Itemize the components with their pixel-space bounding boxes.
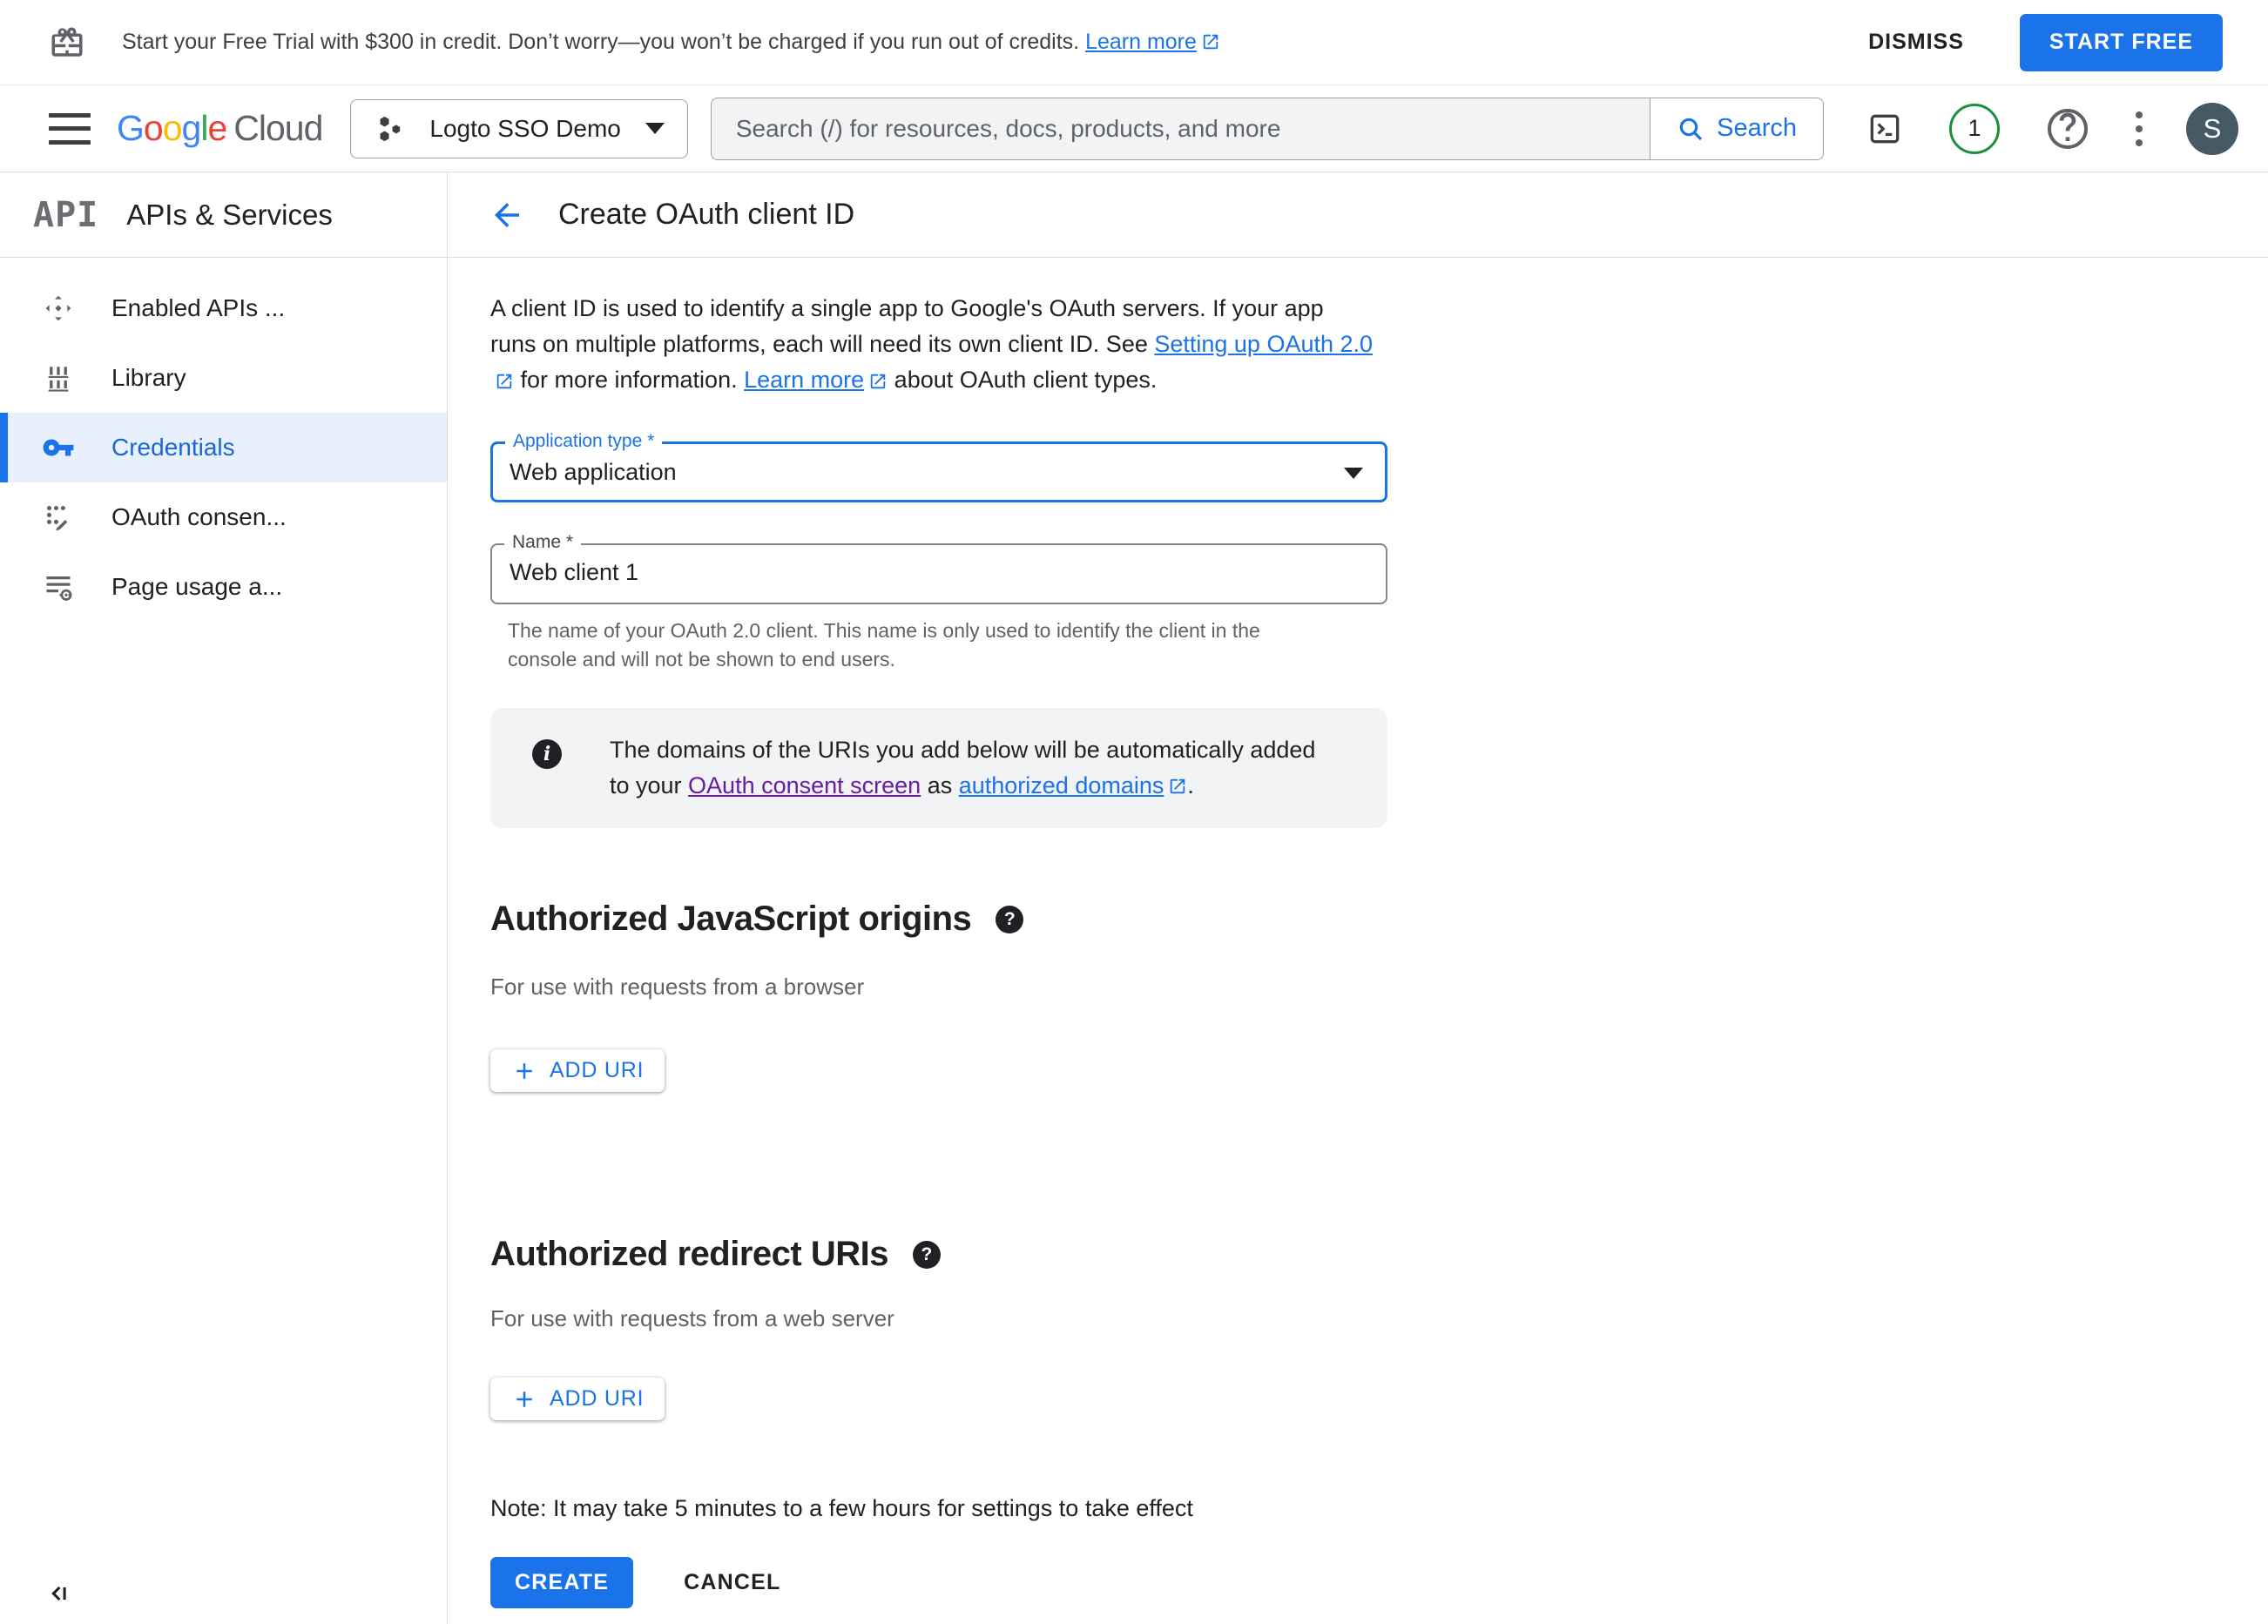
global-search <box>711 98 1824 160</box>
collapse-sidebar-button[interactable] <box>44 1579 73 1608</box>
google-cloud-logo[interactable]: Google Cloud <box>117 108 323 148</box>
help-button[interactable] <box>2043 104 2092 153</box>
start-free-button[interactable]: START FREE <box>2020 14 2223 71</box>
dropdown-caret-icon <box>1344 468 1363 479</box>
name-input[interactable] <box>492 545 1341 599</box>
js-origins-header <box>490 900 1423 939</box>
back-button[interactable] <box>489 197 525 233</box>
js-origins-subtitle: For use with requests from a browser <box>490 974 865 1000</box>
account-avatar[interactable]: S <box>2186 103 2238 155</box>
terminal-icon <box>1864 110 1906 148</box>
intro-text: A client ID is used to identify a single app to Google's OAuth servers. If your app runs on multiple platforms, each will need its own client ID. See Setting up OAuth 2.0 for more information. Learn more about OAuth client types. <box>490 295 1374 393</box>
chevron-down-icon <box>645 123 665 134</box>
js-origins-heading: Authorized JavaScript origins <box>490 900 972 938</box>
more-options-button[interactable] <box>2136 111 2143 146</box>
page-usage-icon <box>41 569 76 604</box>
notifications-button[interactable] <box>1949 104 2000 154</box>
settings-note: Note: It may take 5 minutes to a few hours for settings to take effect <box>490 1495 1193 1521</box>
name-label: Name * <box>504 532 581 553</box>
help-badge-icon[interactable]: ? <box>913 1241 941 1269</box>
application-type-value: Web application <box>510 459 677 485</box>
external-link-icon <box>495 372 514 391</box>
product-title: APIs & Services <box>126 198 333 231</box>
sidebar-nav <box>0 258 447 622</box>
application-type-select[interactable] <box>490 431 1387 502</box>
external-link-icon <box>1168 777 1187 796</box>
project-selector[interactable] <box>350 99 687 158</box>
domains-info-box <box>490 708 1387 828</box>
sidebar-item-library[interactable]: Library <box>0 343 447 413</box>
cancel-button[interactable]: CANCEL <box>684 1570 781 1594</box>
redirect-uris-subtitle: For use with requests from a web server <box>490 1305 894 1331</box>
oauth-consent-screen-link[interactable]: OAuth consent screen <box>688 772 921 799</box>
back-arrow-icon <box>489 197 525 233</box>
redirect-uris-header <box>490 1235 1423 1274</box>
page-title: Create OAuth client ID <box>558 198 855 231</box>
page-topbar <box>448 172 2268 258</box>
gift-icon <box>49 24 85 61</box>
collapse-chevron-icon <box>44 1579 73 1608</box>
library-icon <box>41 361 76 395</box>
sidebar-product-header <box>0 172 447 258</box>
enabled-apis-icon <box>41 291 76 326</box>
search-input[interactable] <box>736 115 1625 143</box>
create-button[interactable]: CREATE <box>490 1557 633 1608</box>
header-icon-group <box>1864 103 2238 155</box>
sidebar-item-oauth-consent[interactable]: OAuth consen... <box>0 482 447 552</box>
api-product-logo: API <box>33 194 99 235</box>
sidebar-item-enabled-apis[interactable]: Enabled APIs ... <box>0 273 447 343</box>
trial-message: Start your Free Trial with $300 in credit. Don’t worry—you won’t be charged if you run out of credits. Learn more <box>122 30 1220 55</box>
form-content <box>448 258 1423 1608</box>
oauth-consent-icon <box>41 500 76 535</box>
sidebar-item-page-usage[interactable]: Page usage a... <box>0 552 447 622</box>
free-trial-banner <box>0 0 2268 85</box>
add-uri-button-origins[interactable]: ADD URI <box>490 1049 665 1092</box>
help-icon <box>2043 104 2092 153</box>
search-button[interactable]: Search <box>1650 98 1824 160</box>
setting-up-oauth-link[interactable]: Setting up OAuth 2.0 <box>1154 331 1374 357</box>
sidebar-item-credentials[interactable]: Credentials <box>0 413 447 482</box>
learn-more-link[interactable]: Learn more <box>744 367 865 393</box>
name-field <box>490 532 1387 604</box>
sidebar <box>0 172 448 1624</box>
help-badge-icon[interactable]: ? <box>996 906 1023 933</box>
application-type-label: Application type * <box>505 431 662 452</box>
project-name: Logto SSO Demo <box>429 114 621 142</box>
cloud-shell-button[interactable] <box>1864 110 1906 148</box>
info-text: The domains of the URIs you add below will be automatically added to your OAuth consent screen as authorized domains . <box>610 737 1316 799</box>
search-field[interactable] <box>711 98 1650 160</box>
external-link-icon <box>1201 32 1220 51</box>
main-panel <box>448 172 2268 1624</box>
name-helper-text: The name of your OAuth 2.0 client. This name is only used to identify the client in the console and will not be shown to end users. <box>508 619 1260 670</box>
banner-learn-more-link[interactable]: Learn more <box>1085 30 1197 54</box>
authorized-domains-link[interactable]: authorized domains <box>958 772 1164 799</box>
dismiss-button[interactable]: DISMISS <box>1868 30 1964 54</box>
form-actions <box>490 1557 1423 1608</box>
external-link-icon <box>868 372 888 391</box>
menu-hamburger-icon[interactable] <box>49 113 91 145</box>
app-header <box>0 85 2268 172</box>
plus-icon <box>511 1386 537 1412</box>
key-icon <box>41 430 76 465</box>
notification-count: 1 <box>1968 115 1981 141</box>
search-icon <box>1677 115 1704 143</box>
project-hexagons-icon <box>374 111 408 146</box>
plus-icon <box>511 1058 537 1084</box>
redirect-uris-heading: Authorized redirect URIs <box>490 1235 888 1273</box>
info-icon: i <box>532 739 562 769</box>
add-uri-button-redirects[interactable]: ADD URI <box>490 1378 665 1420</box>
